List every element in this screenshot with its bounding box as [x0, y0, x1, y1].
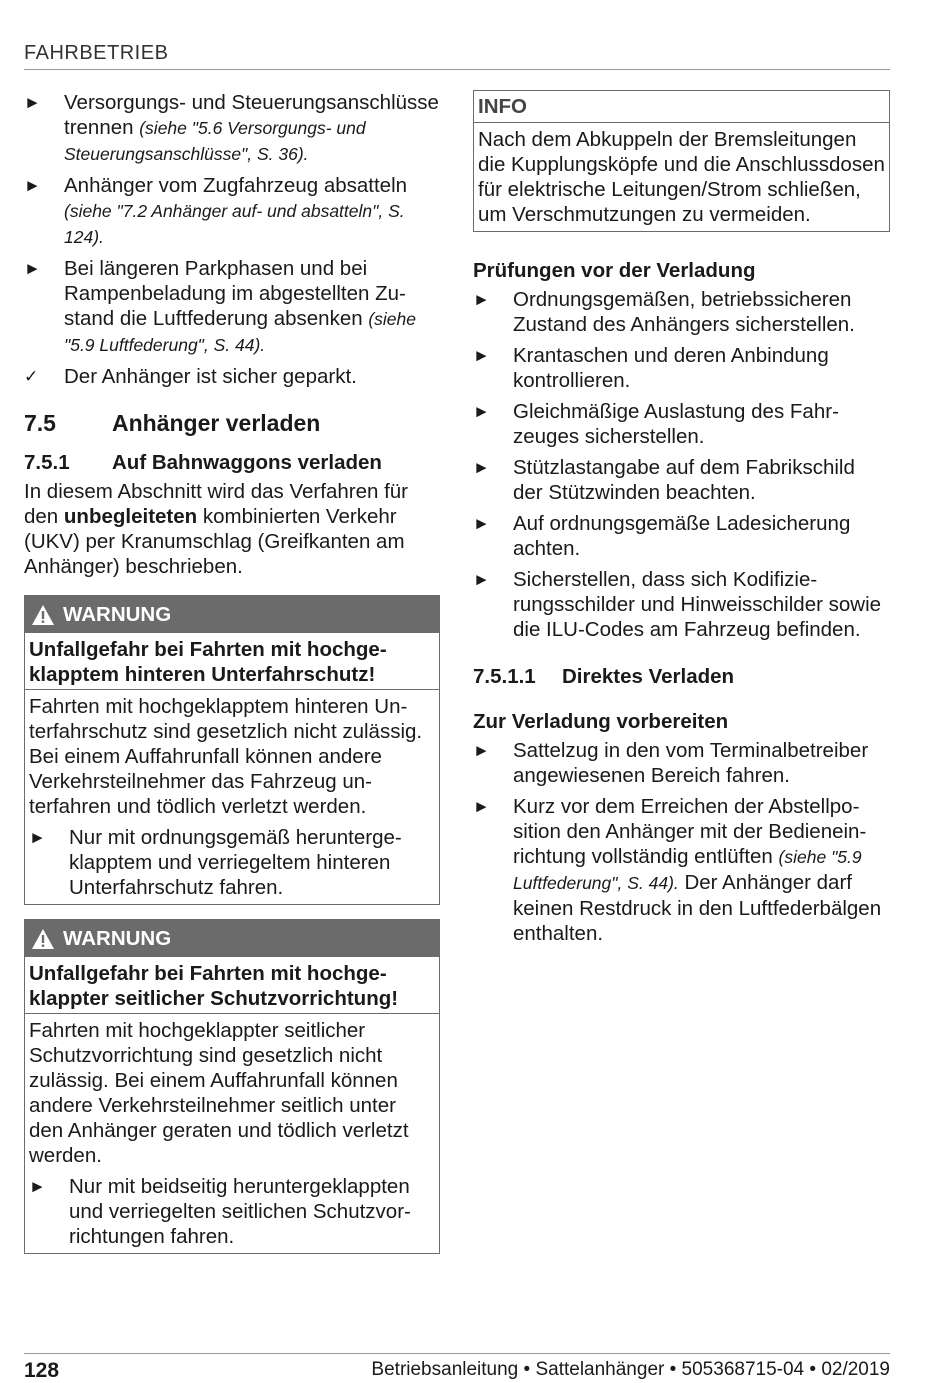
step-text: Versorgungs- und Steuerungsanschlüsse trennen [64, 91, 439, 139]
step-item [29, 1174, 435, 1249]
arrow-bullet-icon: ► [473, 570, 490, 589]
intro-emphasis: unbegleiteten [63, 505, 198, 528]
arrow-bullet-icon: ► [473, 402, 490, 421]
arrow-bullet-icon: ► [473, 741, 490, 760]
right-column [473, 90, 890, 952]
step-item [24, 173, 440, 250]
arrow-bullet-icon: ► [473, 346, 490, 365]
step-text: Stützlastangabe auf dem Fabrikschild der Stützwinden beachten. [513, 456, 855, 504]
section-number: 7.5 [24, 410, 56, 436]
running-header [24, 42, 890, 70]
warning-box [24, 595, 440, 905]
step-item [473, 567, 890, 642]
section-heading [24, 411, 440, 436]
cross-reference[interactable]: (siehe "5.6 Versorgungs- und Steuerungsanschlüsse", S. 36). [64, 118, 366, 164]
result-item [24, 364, 440, 389]
subsubsection-title: Direktes Verladen [562, 665, 735, 688]
step-item [473, 399, 890, 449]
checks-heading: Prüfungen vor der Verladung [473, 259, 756, 282]
warning-header [25, 596, 439, 633]
step-text: Kurz vor dem Erreichen der Abstellposition den Anhänger mit der Bedieneinrichtung vollständig entlüften [513, 795, 867, 868]
warning-label: WARNUNG [63, 603, 172, 626]
cross-reference[interactable]: (siehe "7.2 Anhänger auf- und absatteln", S. 124). [64, 201, 405, 247]
warning-title: Unfallgefahr bei Fahrten mit hochgeklappter seitlicher Schutzvorrichtung! [29, 962, 399, 1010]
step-item [473, 794, 890, 946]
step-text: Anhänger vom Zugfahrzeug absatteln [64, 174, 408, 197]
step-text: Sattelzug in den vom Terminalbetreiber angewiesenen Bereich fahren. [513, 739, 869, 787]
subsection-title: Auf Bahnwaggons verladen [112, 451, 382, 474]
cross-reference[interactable]: (siehe "5.9 Luftfederung", S. 44). [64, 309, 416, 355]
warning-text: Fahrten mit hochgeklapptem hinteren Unterfahrschutz sind gesetzlich nicht zulässig. Bei einem Auffahrunfall können andere Verkehrsteilnehmer das Fahrzeug unterfahren und tödlich verletzt werden. [29, 695, 423, 818]
subsubsection-heading [473, 664, 890, 689]
arrow-bullet-icon: ► [29, 828, 46, 847]
step-text: Der Anhänger darf keinen Restdruck in den Luftfederbälgen enthalten. [513, 871, 882, 945]
step-item [473, 343, 890, 393]
cross-reference[interactable]: (siehe "5.9 Luftfederung", S. 44). [513, 847, 862, 893]
check-icon: ✓ [24, 367, 39, 386]
warning-body [25, 1013, 439, 1249]
warning-header [25, 920, 439, 957]
step-item [473, 455, 890, 505]
step-item [473, 287, 890, 337]
document-info: Betriebsanleitung • Sattelanhänger • 505368715-04 • 02/2019 [371, 1359, 890, 1380]
warning-box [24, 919, 440, 1254]
step-item [29, 825, 435, 900]
arrow-bullet-icon: ► [473, 290, 490, 309]
step-text: Gleichmäßige Auslastung des Fahrzeuges sicherstellen. [513, 400, 839, 448]
step-item [24, 90, 440, 167]
page-number: 128 [24, 1359, 60, 1382]
section-title: Anhänger verladen [112, 410, 321, 436]
arrow-bullet-icon: ► [473, 514, 490, 533]
subsubsection-number: 7.5.1.1 [473, 665, 536, 688]
step-item [24, 256, 440, 358]
arrow-bullet-icon: ► [473, 797, 490, 816]
arrow-bullet-icon: ► [24, 176, 41, 195]
warning-text: Fahrten mit hochgeklappter seitlicher Schutzvorrichtung sind gesetzlich nicht zulässig. Bei einem Auffahrunfall können andere Verkehrsteilnehmer seitlich unter den Anhänger geraten und tödlich verletzt werden. [29, 1019, 409, 1167]
step-text: Nur mit beidseitig heruntergeklappten und verriegelten seitlichen Schutzvorrichtungen fahren. [69, 1175, 411, 1248]
subsection-number: 7.5.1 [24, 451, 70, 474]
step-text: Bei längeren Parkphasen und bei Rampenbeladung im abgestellten Zustand die Luftfederung absenken [64, 257, 406, 330]
step-text: Sicherstellen, dass sich Kodifizierungsschilder und Hinweisschilder sowie die ILU-Codes am Fahrzeug befinden. [513, 568, 882, 641]
step-text: Krantaschen und deren Anbindung kontrollieren. [513, 344, 829, 392]
info-box [473, 90, 890, 232]
intro-paragraph [24, 479, 440, 579]
info-label: INFO [474, 91, 889, 123]
arrow-bullet-icon: ► [24, 93, 41, 112]
intro-text: kombinierten Verkehr (UKV) per Kranumschlag (Greifkanten am Anhänger) beschrieben. [24, 505, 405, 578]
warning-triangle-icon [31, 604, 55, 626]
arrow-bullet-icon: ► [29, 1177, 46, 1196]
prep-heading: Zur Verladung vorbereiten [473, 710, 729, 733]
warning-triangle-icon [31, 928, 55, 950]
arrow-bullet-icon: ► [473, 458, 490, 477]
warning-label: WARNUNG [63, 927, 172, 950]
arrow-bullet-icon: ► [24, 259, 41, 278]
intro-text: In diesem Abschnitt wird das Verfahren für den [24, 480, 409, 528]
page-footer [24, 1353, 890, 1383]
step-item [473, 738, 890, 788]
step-item [473, 511, 890, 561]
subsection-heading [24, 450, 440, 475]
section-name: FAHRBETRIEB [24, 42, 169, 64]
warning-body [25, 689, 439, 900]
step-text: Ordnungsgemäßen, betriebssicheren Zustand des Anhängers sicherstellen. [513, 288, 855, 336]
step-text: Nur mit ordnungsgemäß heruntergeklapptem und verriegeltem hinteren Unterfahrschutz fahren. [69, 826, 402, 899]
info-text: Nach dem Abkuppeln der Bremsleitungen die Kupplungsköpfe und die Anschlussdosen für elektrische Leitungen/Strom schließen, um Verschmutzungen zu vermeiden. [478, 128, 885, 226]
warning-title: Unfallgefahr bei Fahrten mit hochgeklapptem hinteren Unterfahrschutz! [29, 638, 387, 686]
left-column [24, 90, 440, 1268]
step-text: Auf ordnungsgemäße Ladesicherung achten. [513, 512, 851, 560]
result-text: Der Anhänger ist sicher geparkt. [64, 365, 357, 388]
